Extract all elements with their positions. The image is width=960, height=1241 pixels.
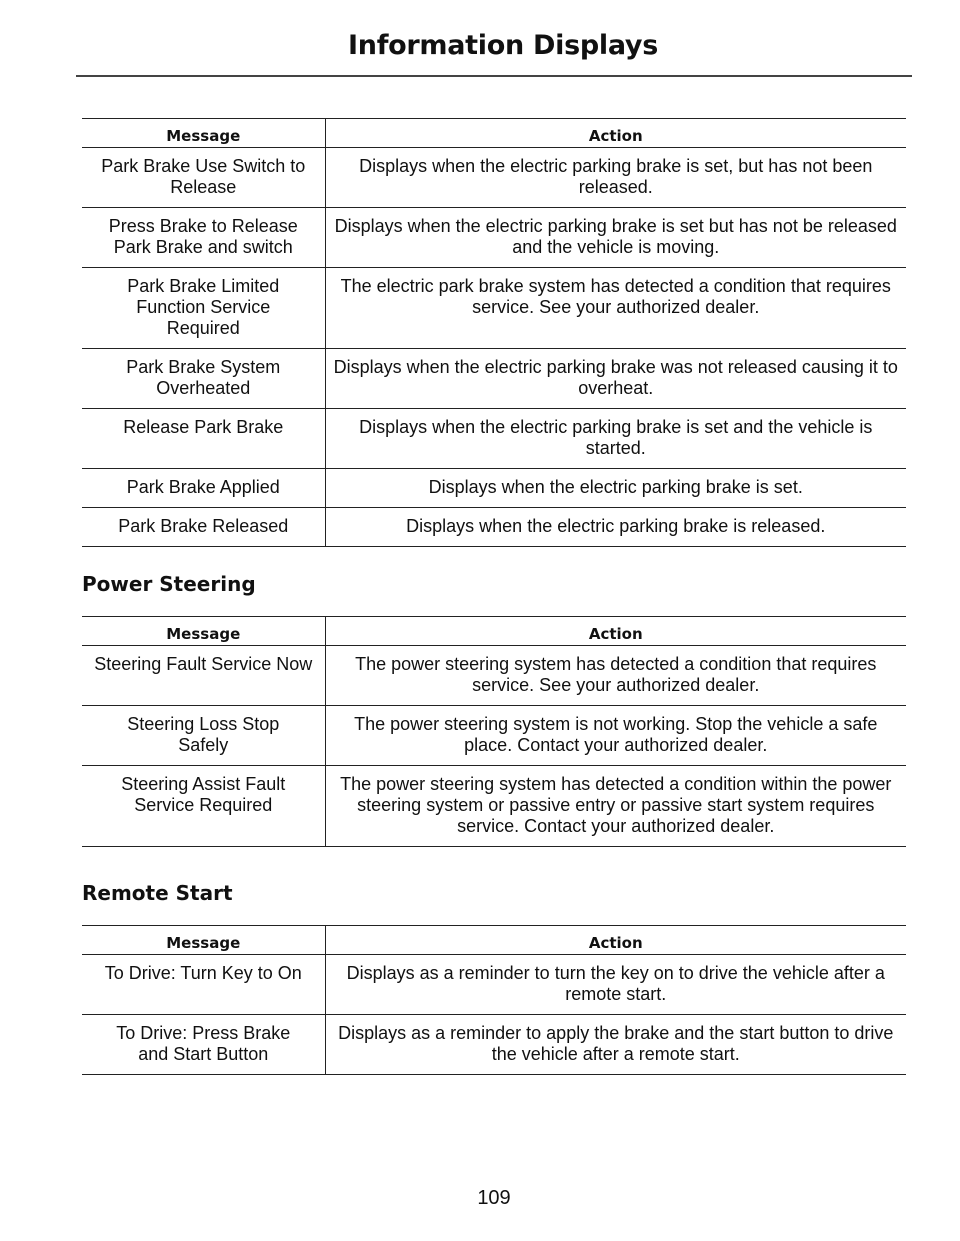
header-divider xyxy=(76,75,912,77)
message-cell: Park Brake Applied xyxy=(82,469,325,508)
message-cell: Park Brake Released xyxy=(82,508,325,547)
section-heading-remote-start: Remote Start xyxy=(82,881,233,905)
table-row xyxy=(82,766,906,847)
action-cell: The electric park brake system has detected a condition that requires service. See your authorized dealer. xyxy=(325,268,906,349)
column-header-action: Action xyxy=(325,617,906,646)
table-row xyxy=(82,208,906,268)
table-header-row xyxy=(82,617,906,646)
message-cell: Press Brake to Release Park Brake and switch xyxy=(82,208,325,268)
table-row xyxy=(82,1015,906,1075)
message-cell: Park Brake System Overheated xyxy=(82,349,325,409)
table-row xyxy=(82,469,906,508)
table-row xyxy=(82,148,906,208)
table-row xyxy=(82,706,906,766)
park-brake-messages-table xyxy=(82,118,906,547)
table-row xyxy=(82,955,906,1015)
action-cell: Displays when the electric parking brake is set and the vehicle is started. xyxy=(325,409,906,469)
table-row xyxy=(82,646,906,706)
remote-start-messages-table xyxy=(82,925,906,1075)
table-row xyxy=(82,409,906,469)
action-cell: Displays when the electric parking brake was not released causing it to overheat. xyxy=(325,349,906,409)
column-header-action: Action xyxy=(325,926,906,955)
page-title: Information Displays xyxy=(348,30,658,61)
message-cell: Steering Loss Stop Safely xyxy=(82,706,325,766)
page-number: 109 xyxy=(477,1187,511,1209)
section-heading-power-steering: Power Steering xyxy=(82,572,256,596)
table-row xyxy=(82,268,906,349)
table-row xyxy=(82,349,906,409)
table-header-row xyxy=(82,926,906,955)
power-steering-messages-table xyxy=(82,616,906,847)
column-header-message: Message xyxy=(82,119,325,148)
message-cell: To Drive: Press Brake and Start Button xyxy=(82,1015,325,1075)
column-header-message: Message xyxy=(82,926,325,955)
message-cell: Park Brake Limited Function Service Required xyxy=(82,268,325,349)
table-row xyxy=(82,508,906,547)
action-cell: The power steering system has detected a condition within the power steering system or passive entry or passive start system requires service. Contact your authorized dealer. xyxy=(325,766,906,847)
message-cell: Park Brake Use Switch to Release xyxy=(82,148,325,208)
column-header-action: Action xyxy=(325,119,906,148)
message-cell: To Drive: Turn Key to On xyxy=(82,955,325,1015)
action-cell: Displays when the electric parking brake is released. xyxy=(325,508,906,547)
column-header-message: Message xyxy=(82,617,325,646)
table-header-row xyxy=(82,119,906,148)
message-cell: Steering Fault Service Now xyxy=(82,646,325,706)
action-cell: The power steering system is not working. Stop the vehicle a safe place. Contact your authorized dealer. xyxy=(325,706,906,766)
message-cell: Release Park Brake xyxy=(82,409,325,469)
action-cell: Displays when the electric parking brake is set, but has not been released. xyxy=(325,148,906,208)
action-cell: The power steering system has detected a condition that requires service. See your authorized dealer. xyxy=(325,646,906,706)
message-cell: Steering Assist Fault Service Required xyxy=(82,766,325,847)
action-cell: Displays when the electric parking brake is set. xyxy=(325,469,906,508)
action-cell: Displays when the electric parking brake is set but has not be released and the vehicle is moving. xyxy=(325,208,906,268)
action-cell: Displays as a reminder to turn the key on to drive the vehicle after a remote start. xyxy=(325,955,906,1015)
action-cell: Displays as a reminder to apply the brake and the start button to drive the vehicle after a remote start. xyxy=(325,1015,906,1075)
